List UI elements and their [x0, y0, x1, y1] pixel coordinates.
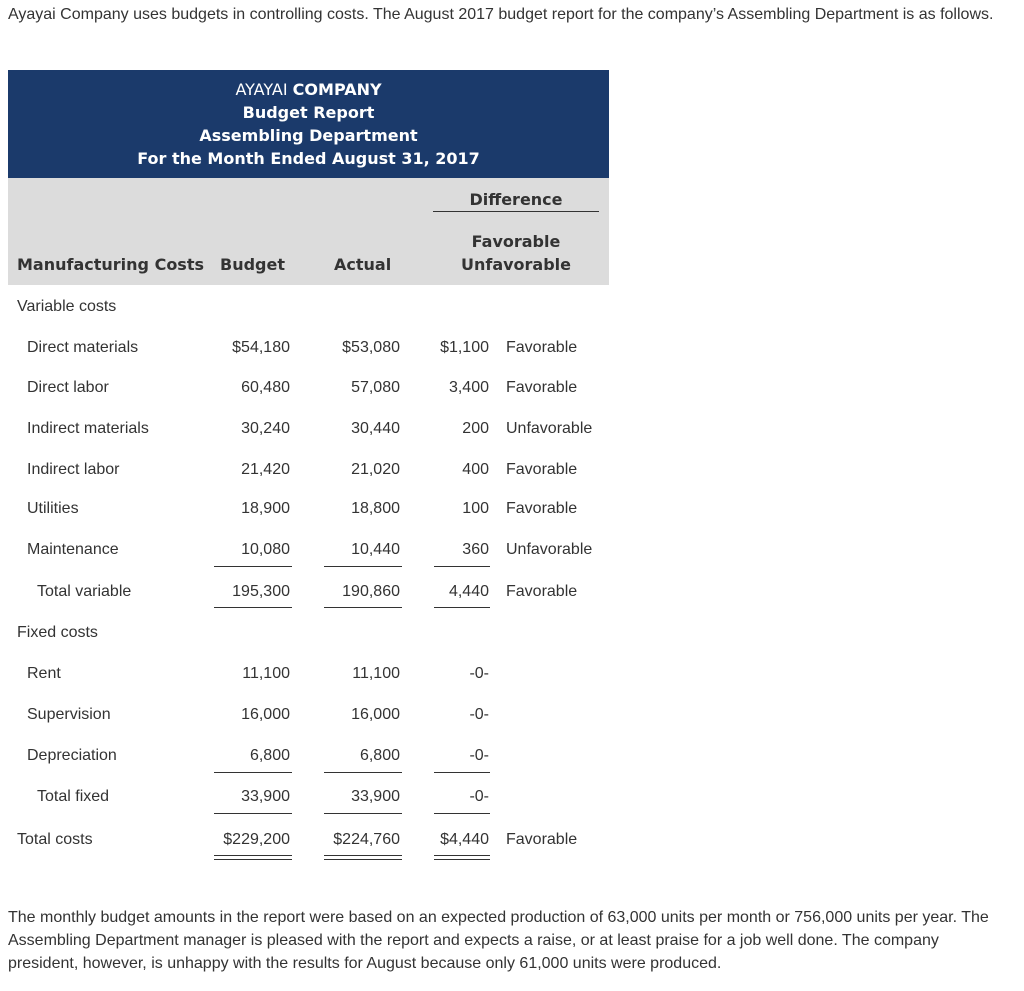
table-row: Supervision 16,000 16,000 -0-	[27, 706, 489, 723]
table-row: Direct materials $54,180 $53,080 $1,100 Favorable	[27, 339, 578, 356]
column-header-band	[8, 178, 609, 285]
table-row: Utilities 18,900 18,800 100 Favorable	[27, 500, 578, 517]
grand-total-double-rule	[214, 855, 292, 860]
table-row: Rent 11,100 11,100 -0-	[27, 665, 489, 682]
subtotal-rule	[434, 772, 490, 773]
report-period: For the Month Ended August 31, 2017	[137, 149, 480, 168]
subtotal-rule	[214, 813, 292, 814]
closing-paragraph: The monthly budget amounts in the report were based on an expected production of 63,000 units per month or 756,000 units per year. The Assembling Department manager is pleased with the report and expects a raise, or at least praise for a job well done. The company president, however, is unhappy with the results for August because only 61,000 units were produced.	[8, 909, 989, 972]
table-row: Direct labor 60,480 57,080 3,400 Favorable	[27, 379, 578, 396]
total-costs-row: Total costs $229,200 $224,760 $4,440 Favorable	[17, 831, 578, 848]
table-row: Maintenance 10,080 10,440 360 Unfavorable	[27, 541, 593, 558]
department-name: Assembling Department	[199, 126, 418, 145]
grand-total-double-rule	[434, 855, 490, 860]
section-heading: Fixed costs	[17, 624, 98, 641]
total-fixed-row: Total fixed 33,900 33,900 -0-	[37, 788, 489, 805]
section-heading: Variable costs	[17, 298, 117, 315]
subtotal-rule	[434, 607, 490, 608]
table-row: Indirect materials 30,240 30,440 200 Unfavorable	[27, 420, 593, 437]
fav-unfav-header: Favorable Unfavorable	[460, 232, 572, 274]
subtotal-rule	[434, 813, 490, 814]
table-row: Depreciation 6,800 6,800 -0-	[27, 747, 489, 764]
subtotal-rule	[214, 566, 292, 567]
subtotal-rule	[324, 607, 402, 608]
table-row: Indirect labor 21,420 21,020 400 Favorable	[27, 461, 578, 478]
budget-report-table	[8, 70, 609, 848]
subtotal-rule	[324, 813, 402, 814]
budget-header: Budget	[220, 255, 285, 274]
subtotal-rule	[434, 566, 490, 567]
subtotal-rule	[214, 607, 292, 608]
report-title: Budget Report	[242, 103, 375, 122]
grand-total-double-rule	[324, 855, 402, 860]
fixed-costs-heading-row	[8, 621, 609, 645]
manufacturing-costs-header: Manufacturing Costs	[17, 255, 204, 274]
total-variable-row: Total variable 195,300 190,860 4,440 Favorable	[37, 583, 578, 600]
subtotal-rule	[324, 566, 402, 567]
company-name: AYAYAI COMPANY	[235, 80, 382, 99]
difference-header: Difference	[433, 190, 599, 212]
report-header	[8, 70, 609, 178]
variable-costs-heading-row	[8, 295, 609, 319]
subtotal-rule	[214, 772, 292, 773]
intro-paragraph: Ayayai Company uses budgets in controlling costs. The August 2017 budget report for the company’s Assembling Department is as follows.	[8, 6, 994, 23]
actual-header: Actual	[334, 255, 392, 274]
subtotal-rule	[324, 772, 402, 773]
